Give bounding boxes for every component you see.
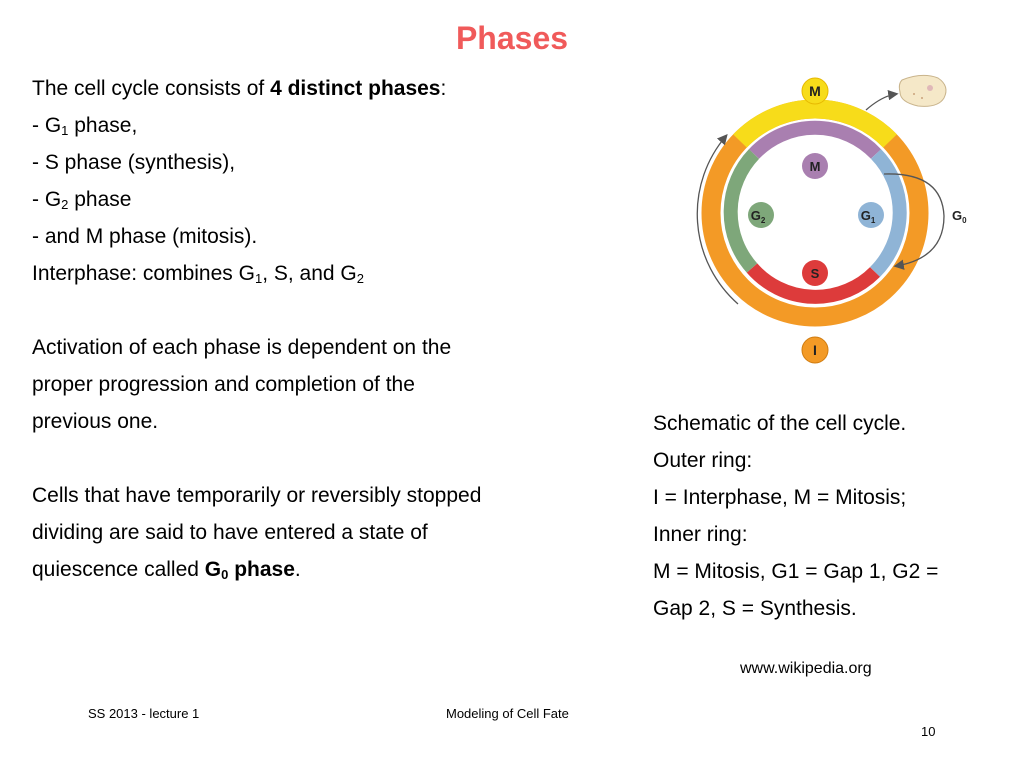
caption-line-3: I = Interphase, M = Mitosis;	[653, 486, 907, 509]
daughter-cell-icon	[899, 75, 946, 106]
quiescence-line-3	[32, 551, 612, 588]
inner-s-label: S	[810, 266, 820, 281]
phase-g2-sub: 2	[61, 197, 69, 212]
phase-g1-line	[32, 107, 612, 144]
footer-course: SS 2013 - lecture 1	[88, 706, 200, 721]
caption-line-1: Schematic of the cell cycle.	[653, 412, 907, 435]
intro-suffix: :	[440, 77, 447, 100]
outer-m-label: M	[809, 83, 821, 99]
phase-s-line: - S phase (synthesis),	[32, 151, 236, 174]
intro-prefix: The cell cycle consists of	[32, 77, 271, 100]
footer-title: Modeling of Cell Fate	[446, 706, 569, 721]
cell-cycle-diagram	[660, 66, 990, 376]
activation-line-3: previous one.	[32, 410, 159, 433]
caption-line-6: Gap 2, S = Synthesis.	[653, 597, 857, 620]
phase-g2-line	[32, 181, 612, 218]
caption-line-2: Outer ring:	[653, 449, 753, 472]
body-text	[32, 70, 612, 588]
phase-g2-suffix: phase	[68, 188, 132, 211]
phase-m-line: - and M phase (mitosis).	[32, 225, 258, 248]
diagram-caption	[653, 405, 1013, 627]
quiescence-line-2: dividing are said to have entered a state of	[32, 521, 428, 544]
quiescence-line-1: Cells that have temporarily or reversibly stopped	[32, 484, 482, 507]
inner-g1-label: $G_1$	[860, 208, 876, 225]
interphase-sub1: 1	[254, 271, 263, 286]
interphase-mid: , S, and G	[262, 262, 357, 285]
caption-line-4: Inner ring:	[653, 523, 748, 546]
inner-g2-label: $G_2$	[750, 208, 766, 225]
interphase-line	[32, 255, 612, 292]
quiescence-bold-phase: phase	[228, 558, 295, 581]
activation-line-2: proper progression and completion of the	[32, 373, 415, 396]
inner-ring-m	[754, 128, 876, 154]
g0-label: $G_0$	[952, 208, 967, 225]
intro-bold: 4 distinct phases	[270, 77, 441, 100]
source-credit: www.wikipedia.org	[740, 660, 872, 677]
quiescence-bold-g: G	[204, 558, 222, 581]
quiescence-suffix: .	[294, 558, 301, 581]
quiescence-prefix: quiescence called	[32, 558, 205, 581]
interphase-sub2: 2	[356, 271, 364, 286]
inner-m-label: M	[809, 159, 821, 174]
slide-title: Phases	[455, 20, 569, 56]
phase-g1-suffix: phase,	[68, 114, 138, 137]
quiescence-bold-sub: 0	[221, 567, 229, 582]
activation-line-1: Activation of each phase is dependent on the	[32, 336, 452, 359]
page-number: 10	[921, 724, 936, 739]
phase-g1-prefix: - G	[32, 114, 62, 137]
phase-g1-sub: 1	[61, 123, 69, 138]
outer-i-label: I	[813, 342, 817, 358]
arrow-to-cell	[866, 94, 896, 110]
phase-g2-prefix: - G	[32, 188, 62, 211]
intro-line	[32, 70, 612, 107]
interphase-prefix: Interphase: combines G	[32, 262, 255, 285]
caption-line-5: M = Mitosis, G1 = Gap 1, G2 =	[653, 560, 939, 583]
